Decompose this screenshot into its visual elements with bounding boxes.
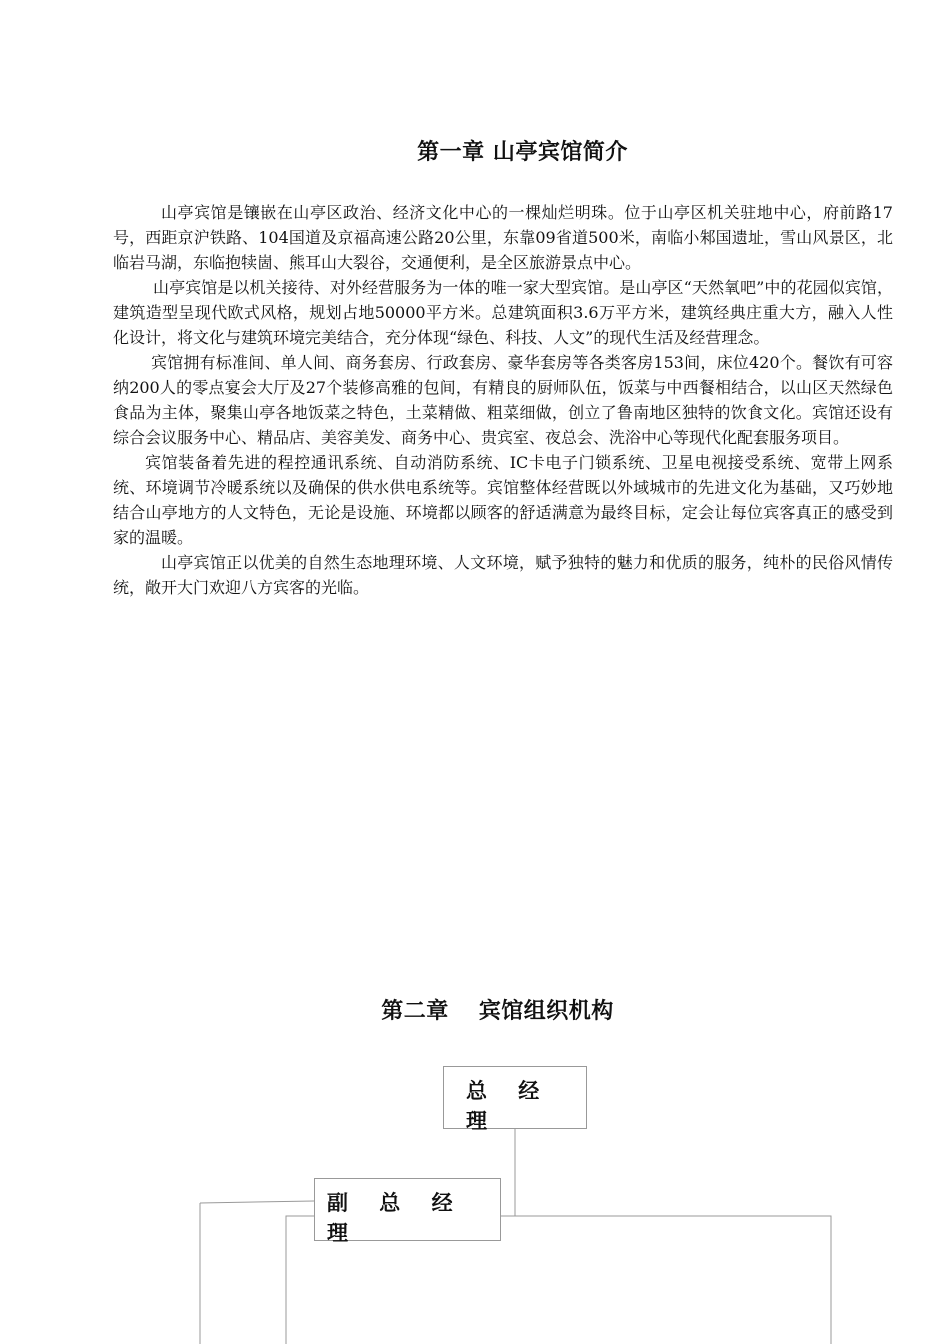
- paragraph-facilities: 宾馆装备着先进的程控通讯系统、自动消防系统、IC卡电子门锁系统、卫星电视接受系统、宽带上网系统、环境调节冷暖系统以及确保的供水供电系统等。宾馆整体经营既以外域城市的先进文化为基础，又巧妙地结合山亭地方的人文特色，无论是设施、环境都以顾客的舒适满意为最终目标，定会让每位宾客真正的感受到家的温暖。: [113, 453, 893, 547]
- paragraph-overview: 山亭宾馆是以机关接待、对外经营服务为一体的唯一家大型宾馆。是山亭区“天然氧吧”中的花园似宾馆，建筑造型呈现代欧式风格，规划占地50000平方米。总建筑面积3.6万平方米，建筑经典庄重大方，融入人性化设计，将文化与建筑环境完美结合，充分体现“绿色、科技、人文”的现代生活及经营理念。: [113, 278, 893, 347]
- paragraph-welcome: 山亭宾馆正以优美的自然生态地理环境、人文环境，赋予独特的魅力和优质的服务，纯朴的民俗风情传统，敞开大门欢迎八方宾客的光临。: [113, 553, 893, 597]
- org-box-deputy-general-manager: [314, 1178, 501, 1245]
- org-box-general-manager: [443, 1066, 587, 1133]
- paragraph-rooms-dining: 宾馆拥有标准间、单人间、商务套房、行政套房、豪华套房等各类客房153间，床位420个。餐饮有可容纳200人的零点宴会大厅及27个装修高雅的包间，有精良的厨师队伍，饭菜与中西餐相结合，以山区天然绿色食品为主体，聚集山亭各地饭菜之特色，土菜精做、粗菜细做，创立了鲁南地区独特的饮食文化。宾馆还设有综合会议服务中心、精品店、美容美发、商务中心、贵宾室、夜总会、洗浴中心等现代化配套服务项目。: [113, 353, 893, 447]
- chapter2-number: 第二章: [381, 999, 449, 1024]
- deputy-general-manager-label: 副 总 经 理: [327, 1191, 465, 1245]
- chapter1-title: 第一章 山亭宾馆简介: [417, 140, 628, 165]
- general-manager-label: 总 经 理: [466, 1079, 552, 1133]
- paragraph-location: 山亭宾馆是镶嵌在山亭区政治、经济文化中心的一棵灿烂明珠。位于山亭区机关驻地中心，府前路17号，西距京沪铁路、104国道及京福高速公路20公里，东靠09省道500米，南临小邾国遗址，雪山风景区，北临岩马湖，东临抱犊崮、熊耳山大裂谷，交通便利，是全区旅游景点中心。: [113, 203, 893, 272]
- chapter2-heading: 宾馆组织机构: [478, 999, 614, 1024]
- connector-left-horizontal: [200, 1201, 314, 1203]
